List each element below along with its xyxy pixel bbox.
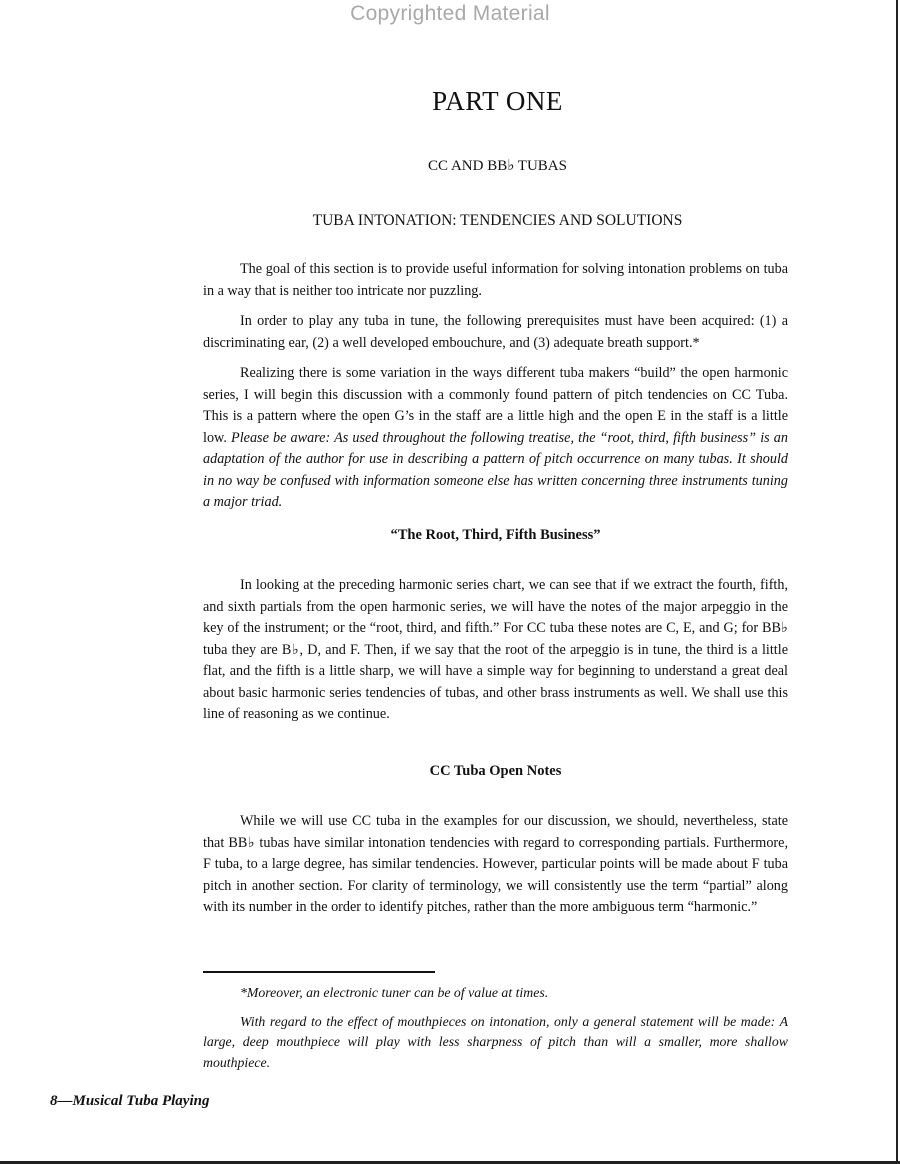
copyright-watermark: Copyrighted Material: [350, 2, 550, 25]
heading-cc-tuba-open-notes: CC Tuba Open Notes: [429, 763, 562, 779]
heading-root-third-fifth: “The Root, Third, Fifth Business”: [390, 527, 601, 543]
body-block-2: [203, 575, 788, 726]
paragraph-variation-text: Realizing there is some variation in the ways different tuba makers “build” the open harmonic series, I will begin this discussion with a commonly found pattern of pitch tendencies on CC Tuba. This is a pattern where the open G’s in the staff are a little high and the open E in the staff is a little low.: [203, 365, 788, 446]
paragraph-variation-note: Please be aware: As used throughout the following treatise, the “root, third, fifth business” is an adaptation of the author for use in describing a pattern of pitch occurrence on many tubas. It should in no way be confused with information someone else has written concerning three instruments tuning a major triad.: [203, 429, 788, 510]
footnote-tuner: *Moreover, an electronic tuner can be of value at times.: [240, 985, 549, 1000]
part-title: PART ONE: [432, 86, 563, 116]
chapter-subtitle: CC AND BB♭ TUBAS: [428, 158, 567, 174]
footnote-separator: [203, 971, 435, 973]
page-footer: 8—Musical Tuba Playing: [50, 1093, 210, 1109]
paragraph-bb-tubas: While we will use CC tuba in the examples for our discussion, we should, nevertheless, state that BB♭ tubas have similar intonation tendencies with regard to corresponding partials. Furthermore, F tuba, to a large degree, has similar tendencies. However, particular points will be made about F tuba pitch in another section. For clarity of terminology, we will consistently use the term “partial” along with its number in the order to identify pitches, rather than the more ambiguous term “harmonic.”: [203, 813, 788, 915]
footnotes: [203, 983, 788, 1073]
footnote-mouthpieces: With regard to the effect of mouthpieces on intonation, only a general statement will be made: A large, deep mouthpiece will play with less sharpness of pitch than will a smaller, more shallow mouthpiece.: [203, 1013, 788, 1070]
section-title: TUBA INTONATION: TENDENCIES AND SOLUTIONS: [312, 212, 683, 229]
body-block-3: [203, 811, 788, 919]
paragraph-prerequisites: In order to play any tuba in tune, the following prerequisites must have been acquired: (1) a discriminating ear, (2) a well developed embouchure, and (3) adequate breath support.*: [203, 313, 788, 351]
paragraph-goal: The goal of this section is to provide useful information for solving intonation problems on tuba in a way that is neither too intricate nor puzzling.: [203, 261, 788, 299]
paragraph-variation: [203, 363, 788, 514]
paragraph-harmonic-chart: In looking at the preceding harmonic series chart, we can see that if we extract the fourth, fifth, and sixth partials from the open harmonic series, we will have the notes of the major arpeggio in the key of the instrument; or the “root, third, and fifth.” For CC tuba these notes are C, E, and G; for BB♭ tuba they are B♭, D, and F. Then, if we say that the root of the arpeggio is in tune, the third is a little flat, and the fifth is a little sharp, we will have a simple way for beginning to understand a great deal about basic harmonic series tendencies of tubas, and other brass instruments as well. We shall use this line of reasoning as we continue.: [203, 577, 788, 722]
intro-paragraphs: [203, 259, 788, 514]
